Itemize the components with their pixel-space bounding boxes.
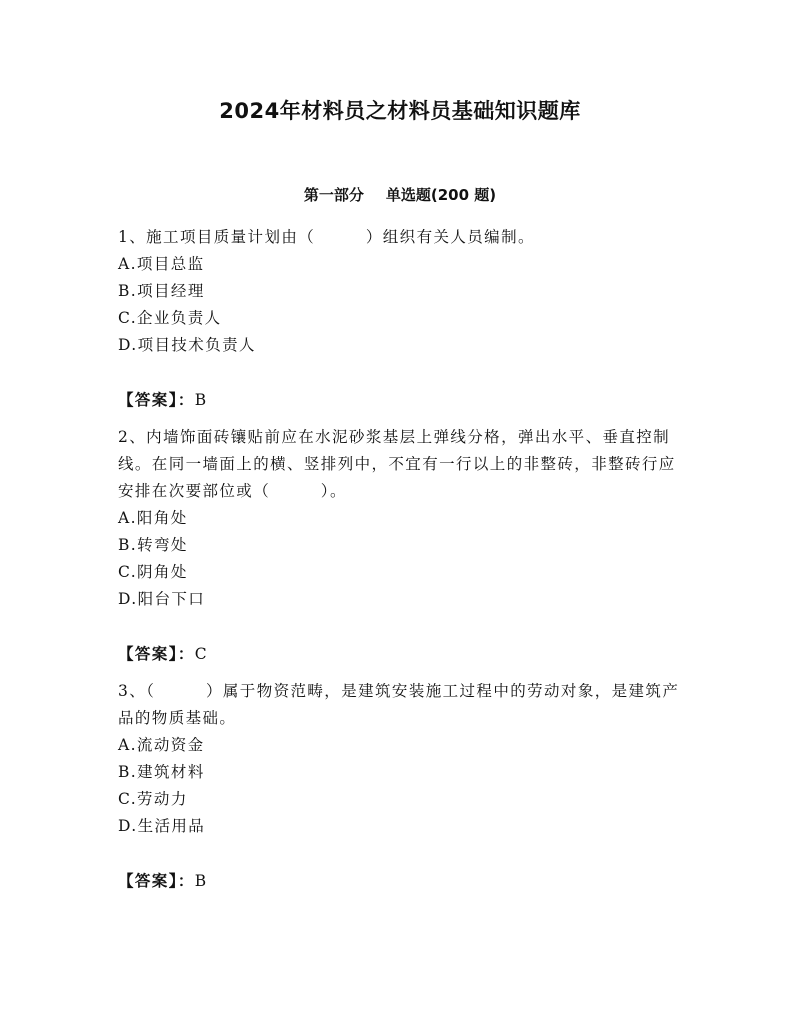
answer-value: B	[194, 391, 208, 409]
answer-value: C	[194, 645, 209, 663]
option-d: D.生活用品	[118, 817, 206, 835]
answer-label: 【答案】	[118, 644, 178, 663]
option-a: A.项目总监	[118, 255, 205, 273]
answer-value: B	[194, 872, 208, 890]
option-b: B.转弯处	[118, 536, 188, 554]
option-c: C.阴角处	[118, 563, 188, 581]
question-stem: 1、施工项目质量计划由（ ）组织有关人员编制。	[118, 228, 535, 246]
answer-label: 【答案】	[118, 871, 178, 890]
option-d: D.项目技术负责人	[118, 336, 256, 354]
document-title: 2024年材料员之材料员基础知识题库	[219, 99, 581, 123]
question-2	[118, 424, 688, 668]
option-a: A.阳角处	[118, 509, 188, 527]
question-stem: 2、内墙饰面砖镶贴前应在水泥砂浆基层上弹线分格，弹出水平、垂直控制线。在同一墙面上的横、竖排列中，不宜有一行以上的非整砖，非整砖行应安排在次要部位或（ ）。	[118, 428, 676, 500]
answer-separator: ：	[177, 871, 195, 890]
option-b: B.建筑材料	[118, 763, 205, 781]
option-c: C.劳动力	[118, 790, 188, 808]
question-3	[118, 678, 688, 895]
answer-separator: ：	[177, 644, 195, 663]
question-1	[118, 224, 688, 414]
option-a: A.流动资金	[118, 736, 205, 754]
answer-label: 【答案】	[118, 390, 178, 409]
answer-line	[118, 640, 688, 668]
option-b: B.项目经理	[118, 282, 205, 300]
question-stem: 3、（ ）属于物资范畴，是建筑安装施工过程中的劳动对象，是建筑产品的物质基础。	[118, 682, 680, 727]
section-part: 第一部分	[303, 186, 364, 204]
option-c: C.企业负责人	[118, 309, 222, 327]
answer-line	[118, 867, 688, 895]
answer-separator: ：	[177, 390, 195, 409]
option-d: D.阳台下口	[118, 590, 206, 608]
question-list	[118, 224, 688, 895]
section-heading	[0, 184, 800, 205]
section-name: 单选题(200 题)	[385, 186, 497, 204]
answer-line	[118, 386, 688, 414]
